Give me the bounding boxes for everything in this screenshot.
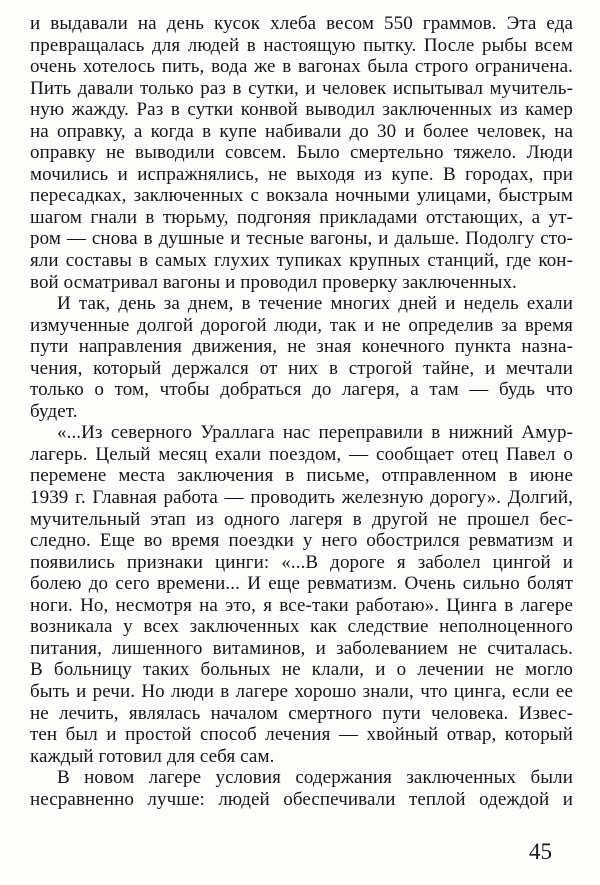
text-line: только о том, чтобы добраться до лагеря, а там — будь что [30, 379, 573, 401]
text-line: оправку не выводили совсем. Было смертельно тяжело. Люди [30, 142, 573, 164]
text-line: питания, лишенного витаминов, и заболеванием не считалась. [30, 637, 573, 659]
text-line: быть и речи. Но люди в лагере хорошо знали, что цинга, если ее [30, 680, 573, 702]
text-line: вой осматривал вагоны и проводил проверку заключенных. [30, 271, 517, 293]
page-number: 45 [529, 839, 552, 864]
text-line: лагерь. Целый месяц ехали поездом, — сообщает отец Павел о [30, 443, 573, 465]
text-line: чения, который держался от них в строгой тайне, и мечтали [30, 357, 573, 379]
text-line: «...Из северного Ураллага нас переправили в нижний Амур- [57, 422, 573, 444]
paragraph [30, 422, 573, 767]
text-line: возникала у всех заключенных как следствие неполноценного [30, 616, 573, 638]
paragraph [30, 13, 573, 293]
text-line: превращалась для людей в настоящую пытку. После рыбы всем [30, 34, 573, 56]
text-line: болею до сего времени... И еще ревматизм. Очень сильно болят [30, 573, 573, 595]
page-text [30, 13, 573, 810]
text-line: пересадках, заключенных с вокзала ночными улицами, быстрым [30, 185, 573, 207]
text-line: мучительный этап из одного лагеря в другой не прошел бес- [30, 508, 573, 530]
paragraph [30, 293, 573, 422]
text-line: тен был и простой способ лечения — хвойный отвар, который [30, 724, 573, 746]
text-line: пути направления движения, не зная конечного пункта назна- [30, 336, 573, 358]
text-line: И так, день за днем, в течение многих дней и недель ехали [57, 293, 573, 315]
text-line: не лечить, являлась началом смертного пути человека. Извес- [30, 702, 573, 724]
text-line: измученные долгой дорогой люди, так и не определив за время [30, 314, 573, 336]
text-line: очень хотелось пить, вода же в вагонах была строго ограничена. [30, 56, 573, 78]
text-line: Пить давали только раз в сутки, и человек испытывал мучитель- [30, 77, 573, 99]
text-line: перемене места заключения в письме, отправленном в июне [30, 465, 573, 487]
text-line: ную жажду. Раз в сутки конвой выводил заключенных из камер [30, 99, 573, 121]
text-line: ноги. Но, несмотря на это, я все-таки работаю». Цинга в лагере [30, 594, 573, 616]
text-line: шагом гнали в тюрьму, подгоняя прикладами отстающих, а ут- [30, 206, 573, 228]
text-line: появились признаки цинги: «...В дороге я заболел цингой и [30, 551, 573, 573]
text-line: яли составы в самых глухих тупиках крупных станций, где кон- [30, 250, 573, 272]
text-line: на оправку, а когда в купе набивали до 30 и более человек, на [30, 120, 573, 142]
text-line: и выдавали на день кусок хлеба весом 550 граммов. Эта еда [30, 13, 573, 34]
text-line: будет. [30, 400, 78, 422]
text-line: ром — снова в душные и тесные вагоны, и дальше. Подолгу сто- [30, 228, 573, 250]
text-line: 1939 г. Главная работа — проводить железную дорогу». Долгий, [30, 487, 573, 509]
text-line: каждый готовил для себя сам. [30, 745, 275, 767]
text-line: несравненно лучше: людей обеспечивали теплой одеждой и [30, 788, 573, 810]
text-line: В новом лагере условия содержания заключенных были [57, 767, 573, 789]
text-line: следно. Еще во время поездки у него обострился ревматизм и [30, 530, 573, 552]
text-line: мочились и испражнялись, не выходя из купе. В городах, при [30, 163, 573, 185]
text-line: В больницу таких больных не клали, и о лечении не могло [30, 659, 573, 681]
paragraph [30, 767, 573, 810]
